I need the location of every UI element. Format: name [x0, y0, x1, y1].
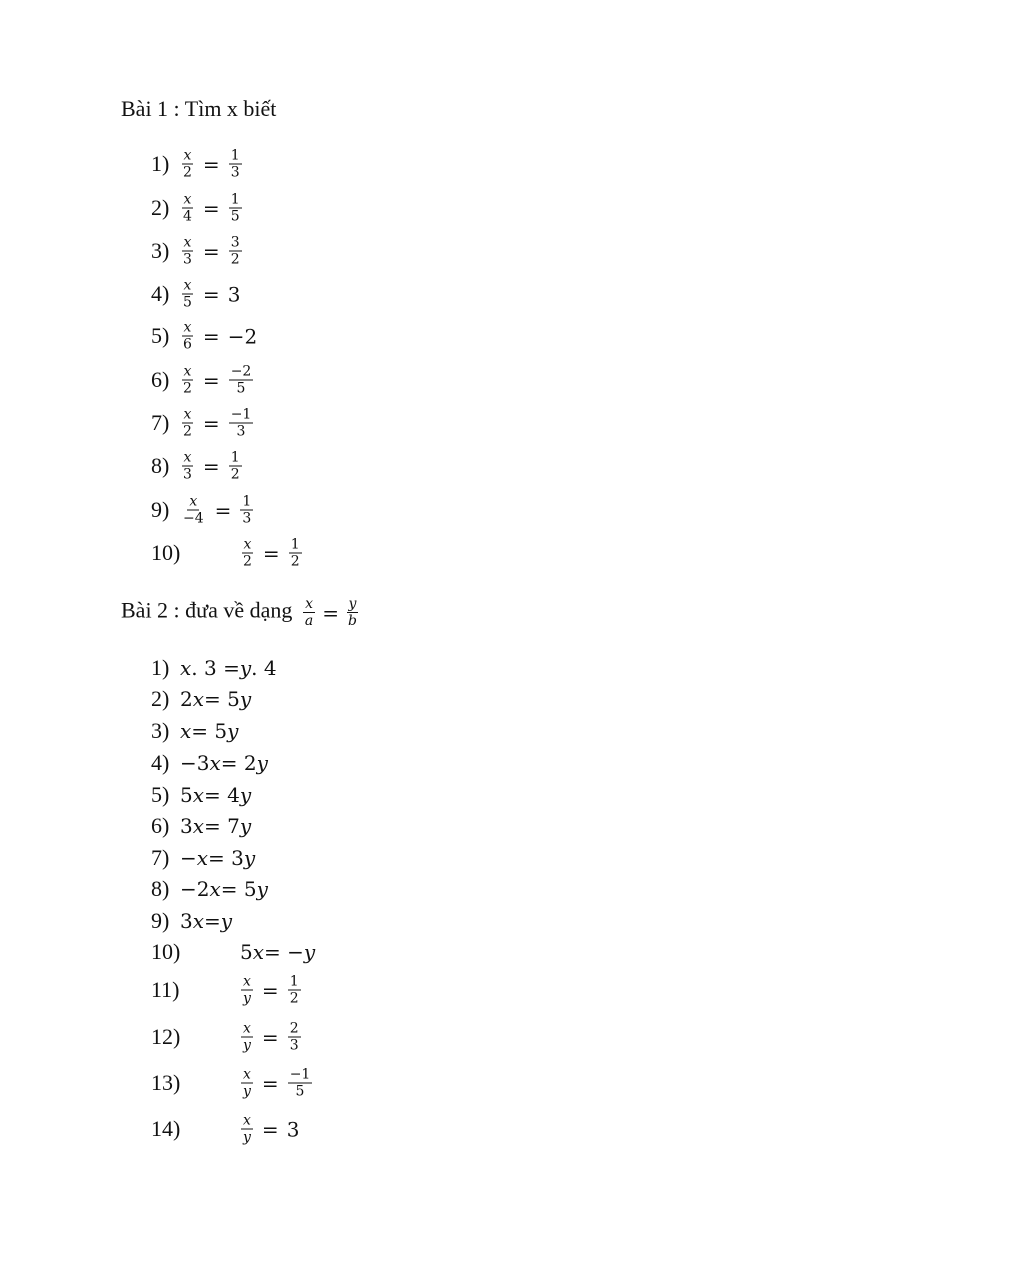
item-number: 12)	[151, 1024, 181, 1049]
rhs-fraction-denominator: 3	[236, 423, 246, 440]
lhs-fraction	[181, 494, 206, 527]
rhs-fraction-numerator: 1	[230, 191, 240, 208]
exercise-1-title: Bài 1 : Tìm x biết	[121, 96, 277, 121]
item-equation: 5 x = 4 y	[180, 783, 252, 807]
item-number: 9)	[151, 497, 170, 522]
rhs-fraction	[229, 148, 242, 181]
rhs-fraction-denominator: 5	[236, 380, 246, 397]
lhs-fraction-numerator: x	[189, 493, 198, 510]
lhs-fraction-denominator: 2	[243, 553, 252, 570]
rhs-fraction	[229, 364, 254, 397]
item-equation	[180, 407, 254, 440]
item-equation	[180, 494, 254, 527]
rhs-fraction	[229, 450, 242, 483]
equals-sign: =	[261, 1025, 279, 1049]
equals-sign: =	[202, 411, 220, 435]
lhs-fraction-denominator: y	[243, 1037, 251, 1054]
exercise-2-title	[121, 596, 360, 629]
item-number: 9)	[151, 908, 170, 933]
lhs-fraction-numerator: x	[183, 191, 192, 208]
item-equation	[240, 1021, 302, 1054]
lhs-fraction-numerator: x	[183, 449, 192, 466]
item-equation	[180, 148, 243, 181]
item-equation: −2 x = 5 y	[180, 877, 268, 901]
item-number: 10)	[151, 939, 181, 964]
item-equation	[180, 450, 243, 483]
lhs-fraction-numerator: x	[183, 319, 192, 336]
lhs-fraction	[181, 407, 194, 440]
rhs-fraction-numerator: −2	[230, 363, 252, 380]
item-number: 7)	[151, 410, 170, 435]
item-equation	[240, 537, 303, 570]
item-number: 1)	[151, 655, 170, 680]
equals-sign: =	[262, 541, 280, 565]
rhs-fraction-numerator: −1	[230, 406, 252, 423]
item-number: 1)	[151, 151, 170, 176]
rhs-fraction-numerator: 1	[290, 536, 300, 553]
item-number: 3)	[151, 238, 170, 263]
equals-sign: =	[261, 1071, 279, 1095]
item-equation: − x = 3 y	[180, 846, 256, 870]
rhs-fraction-denominator: 5	[230, 208, 240, 225]
equals-sign: =	[202, 196, 220, 220]
item-number: 5)	[151, 782, 170, 807]
item-number: 3)	[151, 718, 170, 743]
item-number: 5)	[151, 323, 170, 348]
rhs-fraction-denominator: 2	[230, 466, 240, 483]
equals-sign: =	[202, 282, 220, 306]
item-number: 2)	[151, 686, 170, 711]
item-equation: −3 x = 2 y	[180, 751, 268, 775]
item-equation	[180, 320, 257, 353]
equals-sign: =	[202, 239, 220, 263]
item-number: 13)	[151, 1070, 181, 1095]
lhs-fraction-numerator: x	[183, 234, 192, 251]
lhs-fraction-denominator: −4	[183, 510, 204, 527]
target-form-lhs: $\frac{x}{a}$	[304, 596, 314, 629]
item-equation	[240, 1067, 313, 1100]
rhs-value: 3	[286, 1117, 300, 1141]
item-equation: 3 x = 7 y	[180, 814, 252, 838]
item-number: 8)	[151, 453, 170, 478]
item-number: 10)	[151, 540, 181, 565]
item-equation: x = 5 y	[180, 719, 239, 743]
target-form-rhs: $\frac{y}{b}$	[348, 596, 357, 629]
item-equation	[240, 974, 302, 1007]
rhs-fraction-numerator: 1	[230, 147, 240, 164]
exercise-2-title-text: Bài 2 : đưa về dạng	[121, 597, 293, 623]
lhs-fraction-denominator: 4	[183, 208, 192, 225]
lhs-fraction-numerator: x	[183, 363, 192, 380]
rhs-fraction-denominator: 2	[290, 553, 300, 570]
item-number: 14)	[151, 1116, 181, 1141]
lhs-fraction-numerator: x	[183, 147, 192, 164]
lhs-fraction-numerator: x	[243, 1066, 251, 1083]
lhs-fraction-numerator: x	[243, 536, 252, 553]
rhs-fraction	[288, 974, 301, 1007]
rhs-fraction-numerator: 3	[230, 234, 240, 251]
item-number: 6)	[151, 367, 170, 392]
lhs-fraction-denominator: y	[243, 1083, 251, 1100]
lhs-fraction-denominator: 2	[183, 164, 192, 181]
lhs-fraction	[181, 192, 194, 225]
lhs-fraction-denominator: y	[243, 990, 251, 1007]
rhs-fraction-denominator: 2	[230, 251, 240, 268]
lhs-fraction	[181, 148, 194, 181]
lhs-fraction-denominator: 6	[183, 336, 192, 353]
rhs-fraction-denominator: 3	[230, 164, 240, 181]
item-number: 2)	[151, 195, 170, 220]
equals-sign: =	[202, 152, 220, 176]
lhs-fraction-denominator: y	[243, 1129, 251, 1146]
rhs-fraction	[240, 494, 253, 527]
equals-sign: =	[261, 978, 279, 1002]
equals-sign: =	[202, 368, 220, 392]
item-equation: 3 x = y	[180, 909, 233, 933]
lhs-fraction	[241, 1113, 253, 1146]
rhs-fraction	[229, 192, 242, 225]
lhs-fraction-denominator: 5	[183, 294, 192, 311]
item-equation	[240, 1113, 299, 1146]
rhs-fraction-numerator: −1	[289, 1066, 311, 1083]
rhs-fraction	[229, 407, 254, 440]
lhs-fraction	[181, 235, 194, 268]
equals-sign: =	[202, 454, 220, 478]
rhs-value: 3	[227, 282, 241, 306]
item-equation: 2 x = 5 y	[180, 687, 252, 711]
rhs-fraction-numerator: 1	[230, 449, 240, 466]
rhs-fraction-numerator: 1	[242, 493, 252, 510]
rhs-fraction	[288, 1021, 301, 1054]
rhs-fraction	[229, 235, 242, 268]
item-equation	[180, 235, 243, 268]
lhs-fraction-numerator: x	[243, 973, 251, 990]
lhs-fraction-numerator: x	[243, 1020, 251, 1037]
item-number: 4)	[151, 750, 170, 775]
item-equation	[180, 364, 254, 397]
item-number: 11)	[151, 977, 180, 1002]
lhs-fraction	[241, 974, 253, 1007]
item-number: 7)	[151, 845, 170, 870]
lhs-fraction-numerator: x	[183, 406, 192, 423]
rhs-fraction-numerator: 2	[289, 1020, 299, 1037]
item-number: 4)	[151, 281, 170, 306]
item-equation	[180, 192, 243, 225]
lhs-fraction	[241, 1021, 253, 1054]
lhs-fraction-numerator: x	[243, 1112, 251, 1129]
item-number: 8)	[151, 876, 170, 901]
lhs-fraction-denominator: 3	[183, 251, 192, 268]
rhs-fraction-denominator: 5	[295, 1083, 305, 1100]
lhs-fraction-denominator: 3	[183, 466, 192, 483]
item-equation: 5 x = − y	[240, 940, 316, 964]
lhs-fraction	[241, 1067, 253, 1100]
rhs-fraction-numerator: 1	[289, 973, 299, 990]
item-number: 6)	[151, 813, 170, 838]
rhs-fraction-denominator: 3	[242, 510, 252, 527]
lhs-fraction	[181, 450, 194, 483]
rhs-fraction-denominator: 2	[289, 990, 299, 1007]
lhs-fraction-denominator: 2	[183, 380, 192, 397]
lhs-fraction	[241, 537, 254, 570]
lhs-fraction	[181, 364, 194, 397]
lhs-fraction	[181, 278, 194, 311]
lhs-fraction-denominator: 2	[183, 423, 192, 440]
equals-sign: =	[214, 498, 232, 522]
target-form-equation: $\frac{x}{a}$ = $\frac{y}{b}$	[304, 596, 357, 629]
equals-sign: =	[261, 1117, 279, 1141]
item-equation: x . 3 = y . 4	[180, 656, 277, 680]
rhs-fraction	[288, 1067, 313, 1100]
equals-sign: =	[202, 324, 220, 348]
lhs-fraction	[181, 320, 194, 353]
item-equation	[180, 278, 240, 311]
rhs-fraction	[289, 537, 302, 570]
rhs-fraction-denominator: 3	[289, 1037, 299, 1054]
lhs-fraction-numerator: x	[183, 277, 192, 294]
rhs-value: −2	[227, 324, 258, 348]
